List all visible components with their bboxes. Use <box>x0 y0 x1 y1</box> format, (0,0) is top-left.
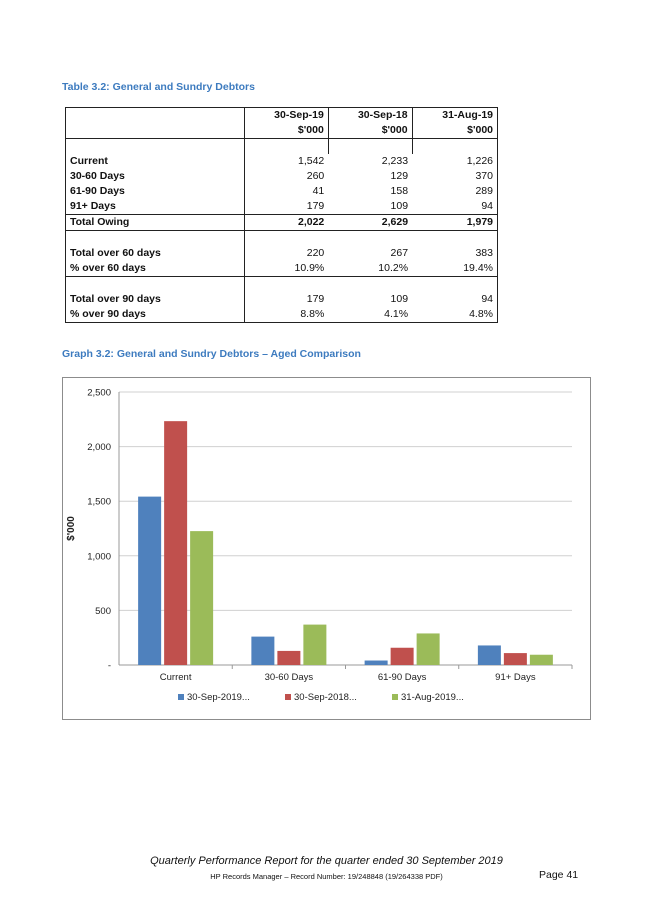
bar <box>251 637 274 665</box>
bar <box>391 648 414 665</box>
y-tick-label: 1,000 <box>87 551 111 563</box>
cell-value: 260 <box>245 169 329 184</box>
legend-label: 30-Sep-2019... <box>187 692 250 703</box>
table-total-row <box>66 215 498 231</box>
table-unit-row <box>66 123 498 139</box>
table-spacer-row <box>66 231 498 247</box>
table-row <box>66 154 498 169</box>
table-spacer-row <box>66 277 498 293</box>
cell-value: 179 <box>245 199 329 215</box>
bar <box>138 497 161 665</box>
cell-value: 158 <box>390 185 409 197</box>
cell-value: 383 <box>475 247 493 259</box>
table-row <box>66 292 498 307</box>
bar <box>417 633 440 665</box>
y-axis-label: $'000 <box>66 516 77 541</box>
col-header-unit: $'000 <box>245 123 329 139</box>
cell-value: 10.2% <box>378 262 409 274</box>
row-label: Current <box>70 155 108 167</box>
y-tick-label: 500 <box>95 605 111 617</box>
col-header-date: 31-Aug-19 <box>412 108 497 124</box>
cell-value: 2,233 <box>381 155 409 167</box>
cell-value: 179 <box>245 292 329 307</box>
legend-label: 30-Sep-2018... <box>294 692 357 703</box>
bar <box>303 625 326 665</box>
cell-value: 370 <box>475 170 493 182</box>
bar <box>504 653 527 665</box>
row-label: % over 60 days <box>70 262 146 274</box>
cell-value: 94 <box>481 200 493 212</box>
cell-value: 4.1% <box>384 308 409 320</box>
bar <box>164 421 187 665</box>
legend-label: 31-Aug-2019... <box>401 692 464 703</box>
row-label: Total over 60 days <box>70 247 161 259</box>
row-label: 91+ Days <box>70 200 116 212</box>
row-label: 30-60 Days <box>70 170 125 182</box>
table-heading: Table 3.2: General and Sundry Debtors <box>62 81 255 93</box>
y-tick-label: - <box>107 660 111 672</box>
debtors-table <box>65 107 498 323</box>
cell-value: 8.8% <box>245 307 329 323</box>
bar <box>277 651 300 665</box>
cell-value: 10.9% <box>245 261 329 277</box>
y-tick-label: 2,000 <box>87 442 111 454</box>
table-header-row <box>66 108 498 124</box>
legend-swatch <box>392 694 398 700</box>
debtors-bar-chart <box>63 378 590 719</box>
cell-value: 109 <box>390 293 409 305</box>
y-tick-label: 2,500 <box>87 387 111 399</box>
cell-value: 1,542 <box>245 154 329 169</box>
table-row <box>66 184 498 199</box>
bar <box>365 661 388 665</box>
row-label: 61-90 Days <box>70 185 125 197</box>
cell-value: 1,979 <box>412 215 497 231</box>
y-tick-label: 1,500 <box>87 496 111 508</box>
footer-report-title: Quarterly Performance Report for the quarter ended 30 September 2019 <box>150 855 503 867</box>
table-row <box>66 307 498 323</box>
cell-value: 2,022 <box>245 215 329 231</box>
legend-swatch <box>178 694 184 700</box>
table-row <box>66 199 498 215</box>
cell-value: 109 <box>390 200 409 212</box>
cell-value: 4.8% <box>469 308 493 320</box>
table-spacer-row <box>66 139 498 155</box>
bar <box>478 645 501 665</box>
table-row <box>66 246 498 261</box>
cell-value: 1,226 <box>466 155 493 167</box>
col-header-unit: $'000 <box>328 123 412 139</box>
cell-value: 289 <box>475 185 493 197</box>
cell-value: 129 <box>390 170 409 182</box>
col-header-unit: $'000 <box>412 123 497 139</box>
cell-value: 220 <box>245 246 329 261</box>
bar <box>530 655 553 665</box>
col-header-date: 30-Sep-19 <box>245 108 329 124</box>
table-row <box>66 169 498 184</box>
graph-heading: Graph 3.2: General and Sundry Debtors – Aged Comparison <box>62 348 361 360</box>
row-label: % over 90 days <box>70 308 146 320</box>
col-header-date: 30-Sep-18 <box>328 108 412 124</box>
x-tick-label: Current <box>159 672 192 683</box>
x-tick-label: 91+ Days <box>495 672 536 683</box>
cell-value: 19.4% <box>463 262 493 274</box>
bar <box>190 531 213 665</box>
cell-value: 267 <box>390 247 409 259</box>
x-tick-label: 61-90 Days <box>377 672 427 683</box>
x-tick-label: 30-60 Days <box>264 672 314 683</box>
legend-swatch <box>285 694 291 700</box>
cell-value: 41 <box>245 184 329 199</box>
table-row <box>66 261 498 277</box>
cell-value: 94 <box>481 293 493 305</box>
page-number: Page 41 <box>539 869 579 881</box>
row-label: Total Owing <box>66 215 245 231</box>
chart-frame <box>62 377 591 720</box>
cell-value: 2,629 <box>328 215 412 231</box>
footer-record-number: HP Records Manager – Record Number: 19/248848 (19/264338 PDF) <box>210 872 443 881</box>
row-label: Total over 90 days <box>70 293 161 305</box>
